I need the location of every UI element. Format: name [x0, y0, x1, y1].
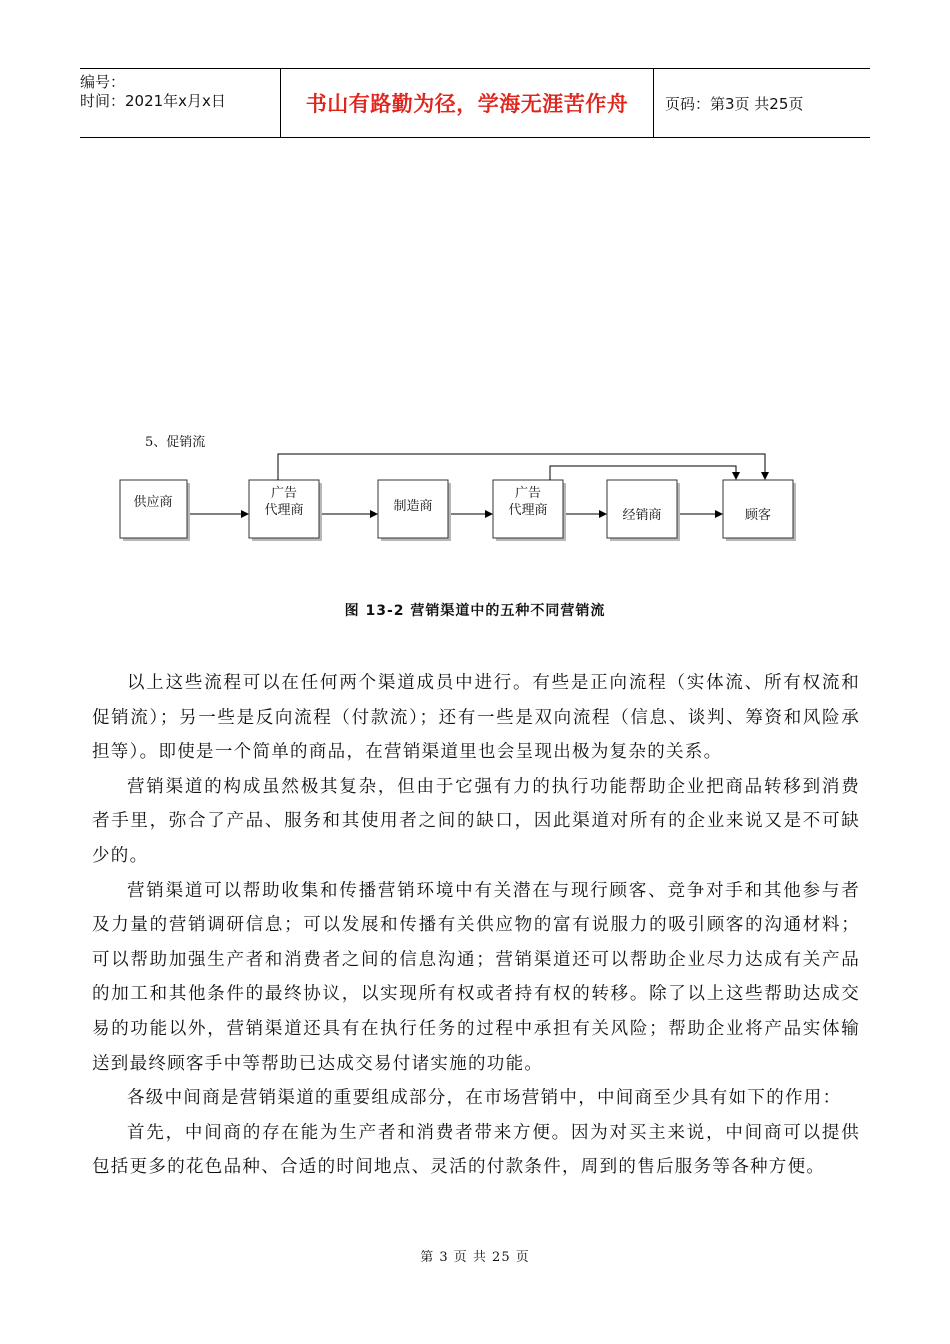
ad-agency-1-label-line1: 广告	[270, 486, 298, 501]
diagram-label: 5、促销流	[145, 435, 206, 450]
manufacturer-label: 制造商	[393, 499, 433, 514]
header-meta	[80, 69, 280, 137]
figure-caption: 图 13-2 营销渠道中的五种不同营销流	[344, 603, 606, 619]
promotion-flow-diagram	[100, 420, 820, 560]
serial-label: 编号：	[80, 73, 126, 91]
header-motto: 书山有路勤为径，学海无涯苦作舟	[305, 92, 629, 116]
ad-agency-2-label-line1: 广告	[514, 486, 542, 501]
ad-agency-2-label-line2: 代理商	[508, 503, 548, 518]
arrow-agency2-to-customer	[550, 466, 736, 480]
body-text	[92, 666, 860, 1185]
date-label: 时间：2021年x月x日	[80, 92, 226, 110]
paragraph: 营销渠道的构成虽然极其复杂，但由于它强有力的执行功能帮助企业把商品转移到消费者手里，弥合了产品、服务和其使用者之间的缺口，因此渠道对所有的企业来说又是不可缺少的。	[92, 776, 860, 866]
dealer-label: 经销商	[622, 508, 662, 523]
header-motto-cell	[280, 69, 654, 137]
paragraph: 营销渠道可以帮助收集和传播营销环境中有关潜在与现行顾客、竞争对手和其他参与者及力量的营销调研信息；可以发展和传播有关供应物的富有说服力的吸引顾客的沟通材料；可以帮助加强生产者和消费者之间的信息沟通；营销渠道还可以帮助企业尽力达成有关产品的加工和其他条件的最终协议，以实现所有权或者持有权的转移。除了以上这些帮助达成交易的功能以外，营销渠道还具有在执行任务的过程中承担有关风险；帮助企业将产品实体输送到最终顾客手中等帮助已达成交易付诸实施的功能。	[92, 880, 860, 1074]
paragraph: 首先，中间商的存在能为生产者和消费者带来方便。因为对买主来说，中间商可以提供包括更多的花色品种、合适的时间地点、灵活的付款条件，周到的售后服务等各种方便。	[92, 1122, 860, 1178]
page-footer: 第 3 页 共 25 页	[420, 1250, 530, 1265]
paragraph: 以上这些流程可以在任何两个渠道成员中进行。有些是正向流程（实体流、所有权流和促销流）；另一些是反向流程（付款流）；还有一些是双向流程（信息、谈判、筹资和风险承担等）。即使是一个简单的商品，在营销渠道里也会呈现出极为复杂的关系。	[92, 673, 860, 763]
page-header	[80, 68, 870, 138]
arrow-agency1-to-customer	[278, 454, 765, 480]
paragraph: 各级中间商是营销渠道的重要组成部分，在市场营销中，中间商至少具有如下的作用：	[127, 1088, 842, 1109]
page-info: 页码：第3页 共25页	[665, 94, 804, 113]
supplier-label: 供应商	[133, 495, 173, 510]
customer-label: 顾客	[744, 508, 772, 523]
ad-agency-1-label-line2: 代理商	[264, 503, 304, 518]
